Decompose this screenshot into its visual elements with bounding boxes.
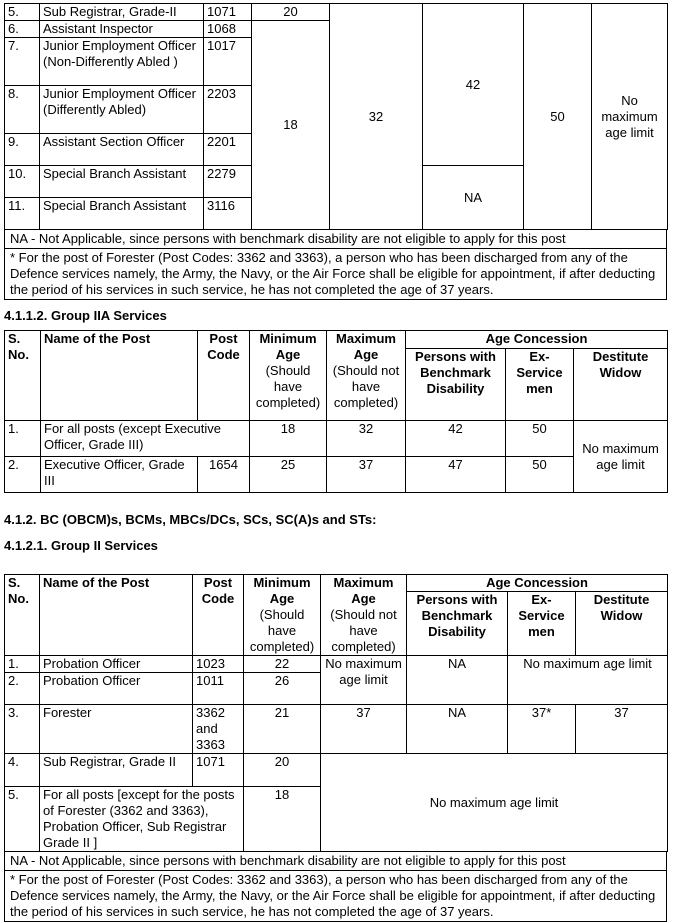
max-age-cell: 32 (330, 4, 423, 230)
post-code-cell: 2201 (204, 134, 252, 166)
table-row (5, 421, 668, 457)
post-name-cell: Sub Registrar, Grade-II (40, 4, 204, 21)
table-header-row (5, 331, 668, 349)
ex-service-header: Ex-Service men (508, 592, 576, 656)
sno-cell: 11. (5, 198, 40, 230)
max-age-header (321, 575, 407, 656)
sno-cell: 7. (5, 38, 40, 86)
min-age-header (244, 575, 321, 656)
post-name-cell: Assistant Inspector (40, 21, 204, 38)
max-age-title: Maximum Age (336, 331, 396, 362)
min-age-title: Minimum Age (259, 331, 317, 362)
pwbd-cell: 47 (406, 457, 506, 493)
max-age-sub: (Should not have completed) (330, 607, 397, 654)
table-1-block (4, 3, 668, 300)
post-code-cell: 1068 (204, 21, 252, 38)
no-limit-cell: No maximum age limit (321, 754, 668, 852)
table-row (5, 457, 668, 493)
post-code-cell: 1017 (204, 38, 252, 86)
post-code-cell: 1023 (193, 656, 244, 673)
sno-header: S. No. (5, 575, 40, 656)
pwbd-cell: NA (407, 705, 508, 754)
post-name-cell: For all posts (except Executive Officer, Grade III) (41, 421, 250, 457)
ex-service-cell: 50 (524, 4, 592, 230)
post-name-cell: Junior Employment Officer (Non-Differently Abled ) (40, 38, 204, 86)
min-age-sub: (Should have completed) (255, 363, 321, 410)
sno-cell: 8. (5, 86, 40, 134)
widow-header: Destitute Widow (576, 592, 668, 656)
widow-cell: No maximum age limit (592, 4, 668, 230)
post-name-cell: Special Branch Assistant (40, 198, 204, 230)
table-row (5, 705, 668, 754)
ex-service-cell: 37* (508, 705, 576, 754)
min-age-cell: 25 (250, 457, 327, 493)
post-code-cell: 1071 (193, 754, 244, 787)
ex-service-cell: 50 (506, 421, 574, 457)
table-2-block (4, 330, 668, 493)
sno-cell: 2. (5, 457, 41, 493)
min-age-cell: 18 (250, 421, 327, 457)
post-code-header: Post Code (193, 575, 244, 656)
min-age-cell: 20 (244, 754, 321, 787)
sno-cell: 9. (5, 134, 40, 166)
max-age-title: Maximum Age (333, 575, 394, 606)
table-2 (4, 330, 668, 493)
min-age-cell: 18 (252, 21, 330, 230)
sno-cell: 3. (5, 705, 40, 754)
sno-cell: 6. (5, 21, 40, 38)
post-name-cell: Special Branch Assistant (40, 166, 204, 198)
post-name-cell: Junior Employment Officer (Differently Abled) (40, 86, 204, 134)
min-age-header (250, 331, 327, 421)
age-concession-header: Age Concession (407, 575, 668, 592)
na-note: NA - Not Applicable, since persons with benchmark disability are not eligible to apply for this post (4, 852, 667, 871)
sno-cell: 2. (5, 673, 40, 705)
max-age-cell: No maximum age limit (321, 656, 407, 705)
forester-note: * For the post of Forester (Post Codes: 3362 and 3363), a person who has been discharged from any of the Defence services namely, the Army, the Navy, or the Air Force shall be eligible for appointment, if after deducting the period of his services in such service, he has not completed the age of 37 years. (4, 249, 667, 300)
min-age-cell: 21 (244, 705, 321, 754)
post-code-header: Post Code (198, 331, 250, 421)
min-age-cell: 20 (252, 4, 330, 21)
post-code-cell: 2279 (204, 166, 252, 198)
section-heading-bc: 4.1.2. BC (OBCM)s, BCMs, MBCs/DCs, SCs, SC(A)s and STs: (4, 512, 377, 527)
pwbd-header: Persons with Benchmark Disability (406, 349, 506, 421)
pwbd-cell: 42 (406, 421, 506, 457)
min-age-sub: (Should have completed) (249, 607, 315, 654)
post-code-cell: 3362 and 3363 (193, 705, 244, 754)
post-code-cell: 1011 (193, 673, 244, 705)
table-row (5, 754, 668, 787)
post-name-cell: Probation Officer (40, 656, 193, 673)
widow-header: Destitute Widow (574, 349, 668, 421)
concession-cell: No maximum age limit (508, 656, 668, 705)
post-code-cell: 1654 (198, 457, 250, 493)
min-age-cell: 22 (244, 656, 321, 673)
post-code-cell: 1071 (204, 4, 252, 21)
sno-cell: 5. (5, 787, 40, 852)
post-name-header: Name of the Post (41, 331, 198, 421)
sno-header: S. No. (5, 331, 41, 421)
min-age-title: Minimum Age (253, 575, 311, 606)
section-heading-iia: 4.1.1.2. Group IIA Services (4, 308, 167, 323)
na-note: NA - Not Applicable, since persons with benchmark disability are not eligible to apply for this post (4, 230, 667, 249)
pwbd-cell: NA (423, 166, 524, 230)
ex-service-header: Ex-Service men (506, 349, 574, 421)
table-row (5, 4, 668, 21)
max-age-cell: 37 (327, 457, 406, 493)
section-heading-group-ii: 4.1.2.1. Group II Services (4, 538, 158, 553)
sno-cell: 1. (5, 656, 40, 673)
max-age-sub: (Should not have completed) (332, 363, 400, 410)
sno-cell: 5. (5, 4, 40, 21)
post-name-cell: Executive Officer, Grade III (41, 457, 198, 493)
table-3 (4, 574, 668, 852)
post-name-header: Name of the Post (40, 575, 193, 656)
post-code-cell: 3116 (204, 198, 252, 230)
max-age-header (327, 331, 406, 421)
min-age-cell: 26 (244, 673, 321, 705)
post-name-cell: Assistant Section Officer (40, 134, 204, 166)
age-concession-header: Age Concession (406, 331, 668, 349)
max-age-cell: 37 (321, 705, 407, 754)
post-name-cell: For all posts [except for the posts of Forester (3362 and 3363), Probation Officer, Sub Registrar Grade II ] (40, 787, 244, 852)
widow-cell: No maximum age limit (574, 421, 668, 493)
max-age-cell: 32 (327, 421, 406, 457)
pwbd-header: Persons with Benchmark Disability (407, 592, 508, 656)
post-name-cell: Probation Officer (40, 673, 193, 705)
forester-note: * For the post of Forester (Post Codes: 3362 and 3363), a person who has been discharged from any of the Defence services namely, the Army, the Navy, or the Air Force shall be eligible for appointment, if after deducting the period of his services in such service, he has not completed the age of 37 years. (4, 871, 667, 922)
pwbd-cell: NA (407, 656, 508, 705)
post-name-cell: Sub Registrar, Grade II (40, 754, 193, 787)
sno-cell: 10. (5, 166, 40, 198)
pwbd-cell: 42 (423, 4, 524, 166)
widow-cell: 37 (576, 705, 668, 754)
table-row (5, 656, 668, 673)
sno-cell: 4. (5, 754, 40, 787)
sno-cell: 1. (5, 421, 41, 457)
table-header-row (5, 575, 668, 592)
table-1 (4, 3, 668, 230)
ex-service-cell: 50 (506, 457, 574, 493)
post-name-cell: Forester (40, 705, 193, 754)
post-code-cell: 2203 (204, 86, 252, 134)
min-age-cell: 18 (244, 787, 321, 852)
table-3-block (4, 574, 668, 922)
